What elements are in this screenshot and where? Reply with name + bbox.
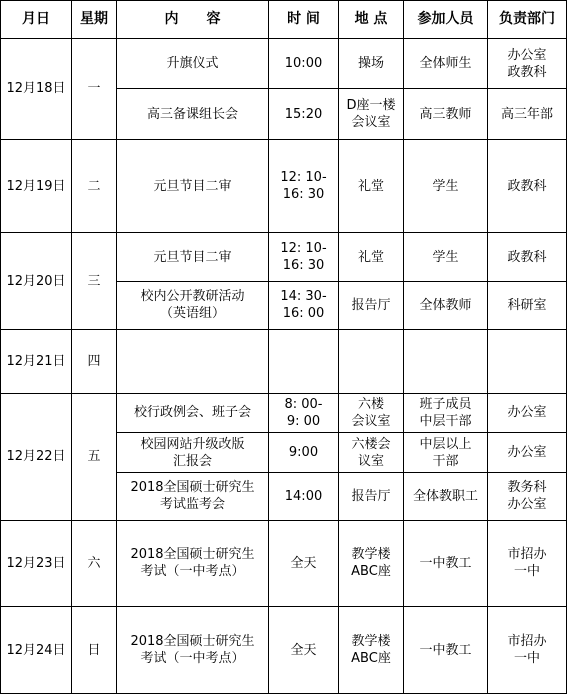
people-cell: 全体教职工 — [404, 473, 488, 520]
people-cell: 学生 — [404, 233, 488, 281]
dept-cell: 教务科 办公室 — [488, 473, 567, 520]
dept-cell: 办公室 政教科 — [488, 39, 567, 89]
content-cell: 元旦节目二审 — [117, 233, 269, 281]
dept-cell: 政教科 — [488, 233, 567, 281]
table-row — [1, 39, 567, 89]
place-cell: 操场 — [339, 39, 404, 89]
dept-cell: 办公室 — [488, 393, 567, 432]
content-cell: 校行政例会、班子会 — [117, 393, 269, 432]
time-cell — [269, 330, 339, 393]
place-cell: 报告厅 — [339, 473, 404, 520]
content-cell: 校园网站升级改版 汇报会 — [117, 432, 269, 472]
place-cell: 教学楼 ABC座 — [339, 520, 404, 607]
weekday-cell: 四 — [72, 330, 117, 393]
header-people: 参加人员 — [404, 1, 488, 39]
people-cell: 班子成员 中层干部 — [404, 393, 488, 432]
date-cell: 12月21日 — [1, 330, 72, 393]
header-dept: 负责部门 — [488, 1, 567, 39]
dept-cell — [488, 330, 567, 393]
content-cell: 高三备课组长会 — [117, 89, 269, 139]
dept-cell: 市招办 一中 — [488, 520, 567, 607]
dept-cell: 政教科 — [488, 139, 567, 233]
weekday-cell: 三 — [72, 233, 117, 330]
people-cell: 一中教工 — [404, 520, 488, 607]
time-cell: 全天 — [269, 607, 339, 694]
header-row — [1, 1, 567, 39]
table-row — [1, 330, 567, 393]
place-cell — [339, 330, 404, 393]
dept-cell: 市招办 一中 — [488, 607, 567, 694]
time-cell: 14: 30- 16: 00 — [269, 281, 339, 329]
date-cell: 12月22日 — [1, 393, 72, 520]
date-cell: 12月23日 — [1, 520, 72, 607]
people-cell — [404, 330, 488, 393]
place-cell: D座一楼 会议室 — [339, 89, 404, 139]
people-cell: 全体教师 — [404, 281, 488, 329]
place-cell: 六楼会 议室 — [339, 432, 404, 472]
header-content: 内 容 — [117, 1, 269, 39]
table-row — [1, 607, 567, 694]
weekday-cell: 五 — [72, 393, 117, 520]
header-place: 地 点 — [339, 1, 404, 39]
weekday-cell: 一 — [72, 39, 117, 140]
dept-cell: 科研室 — [488, 281, 567, 329]
time-cell: 12: 10- 16: 30 — [269, 233, 339, 281]
people-cell: 全体师生 — [404, 39, 488, 89]
content-cell: 校内公开教研活动 （英语组） — [117, 281, 269, 329]
content-cell: 2018全国硕士研究生 考试监考会 — [117, 473, 269, 520]
time-cell: 全天 — [269, 520, 339, 607]
time-cell: 10:00 — [269, 39, 339, 89]
time-cell: 15:20 — [269, 89, 339, 139]
time-cell: 14:00 — [269, 473, 339, 520]
dept-cell: 办公室 — [488, 432, 567, 472]
header-weekday: 星期 — [72, 1, 117, 39]
people-cell: 中层以上 干部 — [404, 432, 488, 472]
place-cell: 报告厅 — [339, 281, 404, 329]
people-cell: 一中教工 — [404, 607, 488, 694]
dept-cell: 高三年部 — [488, 89, 567, 139]
content-cell: 元旦节目二审 — [117, 139, 269, 233]
table-row — [1, 139, 567, 233]
place-cell: 教学楼 ABC座 — [339, 607, 404, 694]
content-cell: 2018全国硕士研究生 考试（一中考点） — [117, 520, 269, 607]
content-cell: 2018全国硕士研究生 考试（一中考点） — [117, 607, 269, 694]
weekday-cell: 日 — [72, 607, 117, 694]
header-time: 时 间 — [269, 1, 339, 39]
weekday-cell: 六 — [72, 520, 117, 607]
people-cell: 学生 — [404, 139, 488, 233]
place-cell: 礼堂 — [339, 139, 404, 233]
header-date: 月日 — [1, 1, 72, 39]
time-cell: 8: 00- 9: 00 — [269, 393, 339, 432]
date-cell: 12月20日 — [1, 233, 72, 330]
date-cell: 12月24日 — [1, 607, 72, 694]
weekday-cell: 二 — [72, 139, 117, 233]
time-cell: 9:00 — [269, 432, 339, 472]
time-cell: 12: 10- 16: 30 — [269, 139, 339, 233]
place-cell: 礼堂 — [339, 233, 404, 281]
date-cell: 12月19日 — [1, 139, 72, 233]
table-row — [1, 520, 567, 607]
place-cell: 六楼 会议室 — [339, 393, 404, 432]
date-cell: 12月18日 — [1, 39, 72, 140]
content-cell: 升旗仪式 — [117, 39, 269, 89]
table-row — [1, 233, 567, 281]
table-row — [1, 393, 567, 432]
content-cell — [117, 330, 269, 393]
people-cell: 高三教师 — [404, 89, 488, 139]
schedule-body — [1, 39, 567, 694]
